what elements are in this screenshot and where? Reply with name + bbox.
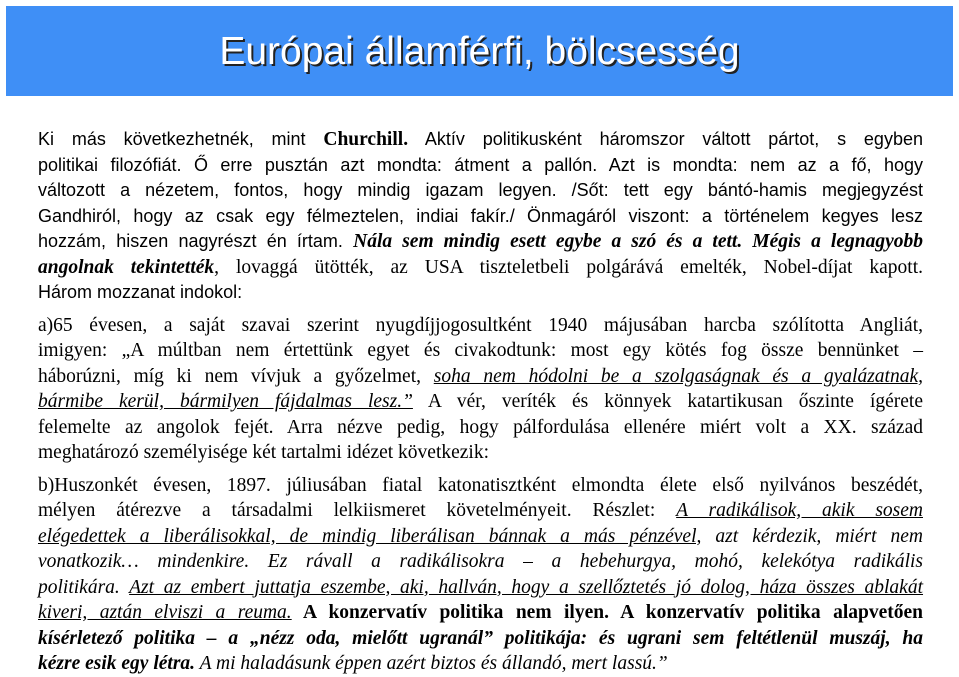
text-run: bármibe kerül, bármilyen fájdalmas lesz.” <box>38 391 413 412</box>
text-line <box>38 389 923 415</box>
text-line: meghatározó személyisége két tartalmi idézet következik: <box>38 442 490 463</box>
text-run: elégedettek a liberálisokkal, de mindig liberálisan bánnak a más pénzével, <box>38 525 702 547</box>
text-line <box>38 651 923 677</box>
text-line: felemelte az angolok fejét. Arra nézve pedig, hogy pálfordulása ellenére miért volt a XX. század <box>38 416 923 438</box>
text-line <box>38 229 923 255</box>
text-line: a)65 évesen, a saját szavai szerint nyugdíjjogosultként 1940 májusában harcba szólította Angliát, <box>38 314 923 336</box>
text-run: háborúzni, míg ki nem vívjuk a győzelmet, <box>38 365 434 387</box>
text-run: A vér, veríték és könnyek katartikusan őszinte ígérete <box>412 391 923 412</box>
text-line <box>38 575 923 601</box>
text-line <box>38 498 923 524</box>
text-run: Azt az embert juttatja eszembe, aki, hallván, hogy a szellőztetés jó dolog, háza összes ablakát <box>129 576 924 598</box>
text-run: mélyen átérezve a társadalmi lelkiismeret követelményeit. Részlet: <box>38 500 677 521</box>
text-run: kiveri, aztán elviszi a reuma. <box>38 602 292 623</box>
text-run: hozzám, hiszen nagyrészt én írtam. <box>38 231 354 251</box>
text-run: soha nem hódolni be a szolgaságnak és a gyalázatnak, <box>433 365 923 387</box>
paragraph-1 <box>38 127 923 306</box>
text-line <box>38 255 923 281</box>
text-line <box>38 524 923 550</box>
slide-body <box>38 127 923 677</box>
text-run: azt kérdezik, miért nem <box>701 525 923 547</box>
paragraph-2 <box>38 313 923 466</box>
text-line: változott a nézetem, fontos, hogy mindig igazam legyen. /Sőt: tett egy bántó-hamis megjegyzést <box>38 180 923 200</box>
text-run: Aktív politikusként háromszor váltott pártot, s egyben <box>408 129 923 149</box>
text-run: kézre esik egy létra. <box>38 653 196 674</box>
title-banner <box>6 6 953 96</box>
text-run: angolnak tekintették <box>38 256 215 278</box>
text-run: Churchill. <box>323 129 409 150</box>
text-line: imigyen: „A múltban nem értettünk egyet és civakodtunk: most egy kötés fog össze bennünket – <box>38 340 923 361</box>
text-run: A radikálisok, akik sosem <box>676 500 923 521</box>
text-line: b)Huszonkét évesen, 1897. júliusában fiatal katonatisztként elmondta élete első nyilvános beszédét, <box>38 474 923 496</box>
text-run: A konzervatív politika nem ilyen. A konzervatív politika alapvetően <box>291 602 923 623</box>
text-run: Nála sem mindig esett egybe a szó és a tett. Mégis a legnagyobb <box>353 231 923 252</box>
text-run: politikára. <box>38 576 130 598</box>
text-run: , lovaggá ütötték, az USA tiszteletbeli polgárává emelték, Nobel-díjat kapott. <box>214 256 923 278</box>
slide-title: Európai államférfi, bölcsesség <box>219 30 740 73</box>
paragraph-3 <box>38 473 923 677</box>
text-run: vonatkozik… mindenkire. Ez rávall a radikálisokra – a hebehurgya, mohó, kelekótya radikális <box>38 551 923 572</box>
text-line <box>38 364 923 390</box>
text-line: Három mozzanat indokol: <box>38 282 243 302</box>
text-line <box>38 626 923 652</box>
text-line <box>38 600 923 626</box>
text-run: kísérletező politika – a „nézz oda, mielőtt ugranál” politikája: és ugrani sem feltétlenül muszáj, ha <box>38 627 923 649</box>
text-line: politikai filozófiát. Ő erre pusztán azt mondta: átment a pallón. Azt is mondta: nem az a fő, hogy <box>38 154 923 175</box>
text-line: Gandhiról, hogy az csak egy félmeztelen, indiai fakír./ Önmagáról viszont: a történelem kegyes lesz <box>38 205 923 226</box>
text-run: A mi haladásunk éppen azért biztos és állandó, mert lassú.” <box>195 653 668 674</box>
text-run: Ki más következhetnék, mint <box>38 129 324 149</box>
text-line <box>38 549 923 575</box>
text-line <box>38 127 923 153</box>
